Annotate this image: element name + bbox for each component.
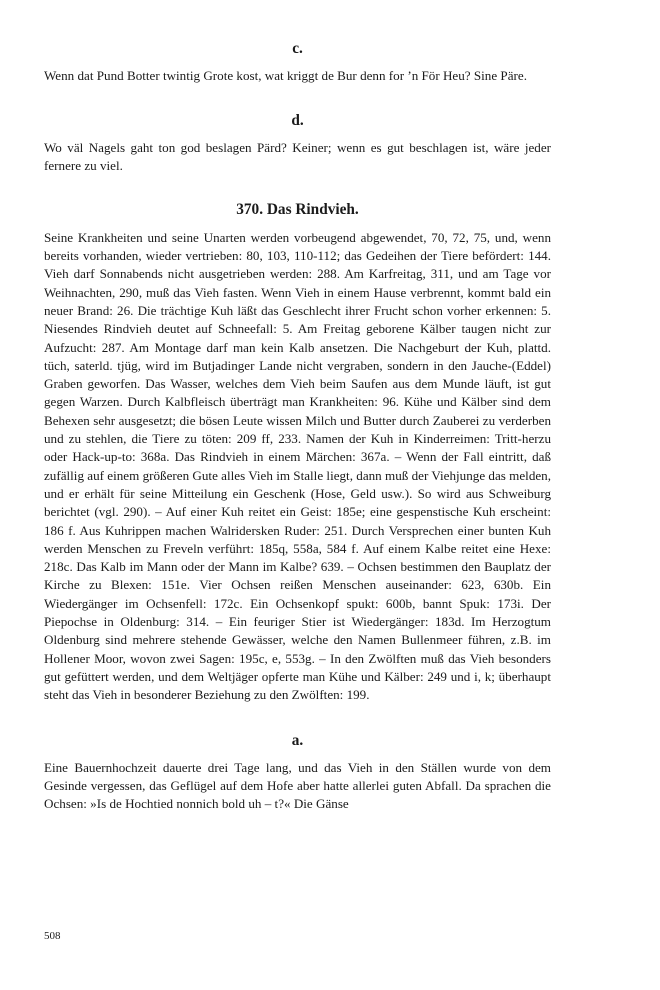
section-heading-c: c. (292, 40, 303, 57)
section-heading-a: a. (291, 731, 304, 749)
page-number: 508 (44, 930, 61, 942)
chapter-text-rindvieh: Seine Krankheiten und seine Unarten werden vorbeugend abgewendet, 70, 72, 75, und, wenn bereits vorhanden, wieder vertrieben: 80, 103, 110-112; das Gedeihen der Tiere befördert: 144. Vieh darf Sonnabends nicht ausgetrieben werden: 288. Am Karfreitag, 311, und am Tage vor Weihnachten, 290, muß das Vieh fasten. Wenn Vieh in einem Hause verbrennt, kommt bald ein neuer Brand: 26. Die trächtige Kuh läßt das Geschlecht ihrer Frucht schon vorher erkennen: 5. Niesendes Rindvieh deutet auf Schneefall: 5. Am Freitag geborene Kälber taugen nicht zur Aufzucht: 287. Am Montage darf man kein Kalb ansetzen. Die Nachgeburt der Kuh, plattd. tüch, saterld. tjüg, wird im Butjadinger Lande nicht vergraben, sondern in den Jauche-(Eddel) Graben geworfen. Das Wasser, welches dem Vieh beim Saufen aus dem Munde läuft, ist gut gegen Warzen. Durch Kalbfleisch überträgt man Krankheiten: 96. Kühe und Kälber sind dem Behexen sehr ausgesetzt; die bösen Leute wissen Milch und Butter durch Zauberei zu verderben und zu stehlen, die Tiere zu töten: 209 ff, 233. Namen der Kuh in Kinderreimen: Tritt-herzu oder Hack-up-to: 368a. Das Rindvieh in einem Märchen: 367a. – Wenn der Fall eintritt, daß zufällig auf einem größeren Gute alles Vieh im Stalle liegt, dann muß der Viehjunge das melden, und er erhält für seine Mitteilung ein Geschenk (Hose, Geld usw.). So wird aus Schweiburg berichtet (vgl. 290). – Auf einer Kuh reitet ein Geist: 185e; eine gespenstische Kuh erscheint: 186 f. Aus Kuhrippen machen Walridersken Ruder: 251. Durch Versprechen einer bunten Kuh werden Menschen zu Freveln verführt: 185q, 558a, 584 f. Auf einem Kalbe reitet eine Hexe: 218c. Das Kalb im Mann oder der Mann im Kalbe? 639. – Ochsen bestimmen den Bauplatz der Kirche zu Blexen: 151e. Vier Ochsen reißen Menschen auseinander: 623, 630b. Ein Wiedergänger im Ochsenfell: 172c. Ein Ochsenkopf spukt: 600b, bannt Spuk: 173i. Der Piepochse in Oldenburg: 314. – Ein feuriger Stier ist Wiedergänger: 183d. Im Herzogtum Oldenburg sind mehrere stehende Gewässer, welche den Namen Bullenmeer führen, z.B. im Hollener Moor, wovon zwei Sagen: 195c, e, 553g. – In den Zwölften muß das Vieh besonders gut gefüttert werden, und dem Weltjäger opferte man Kühe und Kälber: 249 und i, k; überhaupt steht das Vieh in besonderer Beziehung zu den Zwölften: 199. (44, 229, 551, 703)
section-text-d: Wo väl Nagels gaht ton god beslagen Pärd? Keiner; wenn es gut beschlagen ist, wäre jeder fernere zu viel. (44, 139, 551, 174)
page-body (44, 40, 551, 814)
section-heading-d: d. (291, 111, 304, 129)
chapter-heading-rindvieh: 370. Das Rindvieh. (236, 201, 359, 219)
section-text-a: Eine Bauernhochzeit dauerte drei Tage lang, und das Vieh in den Ställen wurde von dem Gesinde vergessen, das Geflügel auf dem Hofe aber hatte allerlei guten Abfall. Da sprachen die Ochsen: »Is de Hochtied nonnich bold uh – t?« Die Gänse (44, 759, 551, 812)
section-text-c: Wenn dat Pund Botter twintig Grote kost, wat kriggt de Bur denn for ’n För Heu? Sine Päre. (44, 68, 527, 84)
